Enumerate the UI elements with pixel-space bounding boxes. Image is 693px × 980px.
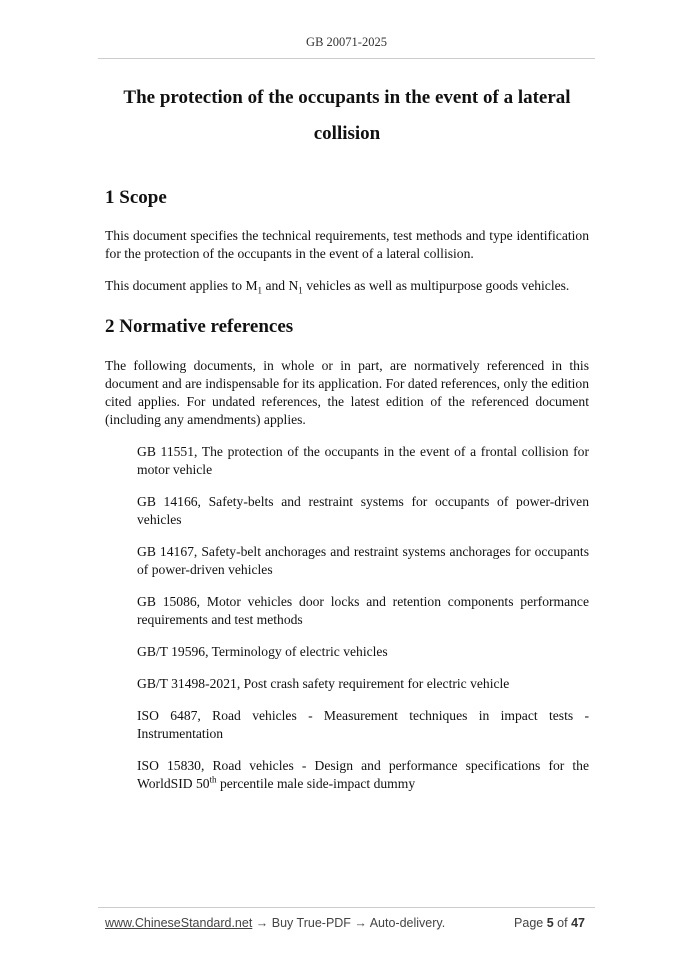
reference-item: GB/T 31498-2021, Post crash safety requirement for electric vehicle (137, 676, 510, 691)
header-divider (98, 58, 595, 59)
reference-item: ISO 6487, Road vehicles - Measurement techniques in impact tests - Instrumentation (137, 708, 589, 741)
chinesestandard-link[interactable]: www.ChineseStandard.net (105, 916, 253, 930)
section-1-heading: 1 Scope (105, 187, 167, 208)
page-indicator: Page 5 of 47 (514, 916, 585, 930)
section-2-heading: 2 Normative references (105, 316, 294, 337)
normative-intro: The following documents, in whole or in part, are normatively referenced in this document and are indispensable for its application. For dated references, only the edition cited applies. For undated references, the latest edition of the referenced document (including any amendments) applies. (105, 358, 589, 427)
reference-item: GB 11551, The protection of the occupants in the event of a frontal collision for motor vehicle (137, 444, 589, 477)
reference-item: GB 15086, Motor vehicles door locks and retention components performance requirements and test methods (137, 594, 589, 627)
reference-item: GB 14166, Safety-belts and restraint systems for occupants of power-driven vehicles (137, 494, 589, 527)
title-line-2: collision (313, 123, 381, 144)
reference-item: GB 14167, Safety-belt anchorages and restraint systems anchorages for occupants of power-driven vehicles (137, 544, 589, 577)
scope-para-1: This document specifies the technical requirements, test methods and type identification for the protection of the occupants in the event of a lateral collision. (105, 228, 589, 261)
scope-para-2: This document applies to $M_1$ and $N_1$ vehicles as well as multipurpose goods vehicles. (105, 278, 570, 296)
footer-text: → Buy True-PDF → Auto-delivery. (252, 916, 446, 930)
reference-item: ISO 15830, Road vehicles - Design and performance specifications for the WorldSID 50th percentile male side-impact dummy (137, 758, 589, 791)
reference-item: GB/T 19596, Terminology of electric vehicles (137, 644, 388, 659)
title-line-1: The protection of the occupants in the event of a lateral (123, 87, 571, 108)
footer (105, 916, 585, 930)
header-doc-id: GB 20071-2025 (306, 35, 387, 49)
footer-divider (98, 907, 595, 908)
